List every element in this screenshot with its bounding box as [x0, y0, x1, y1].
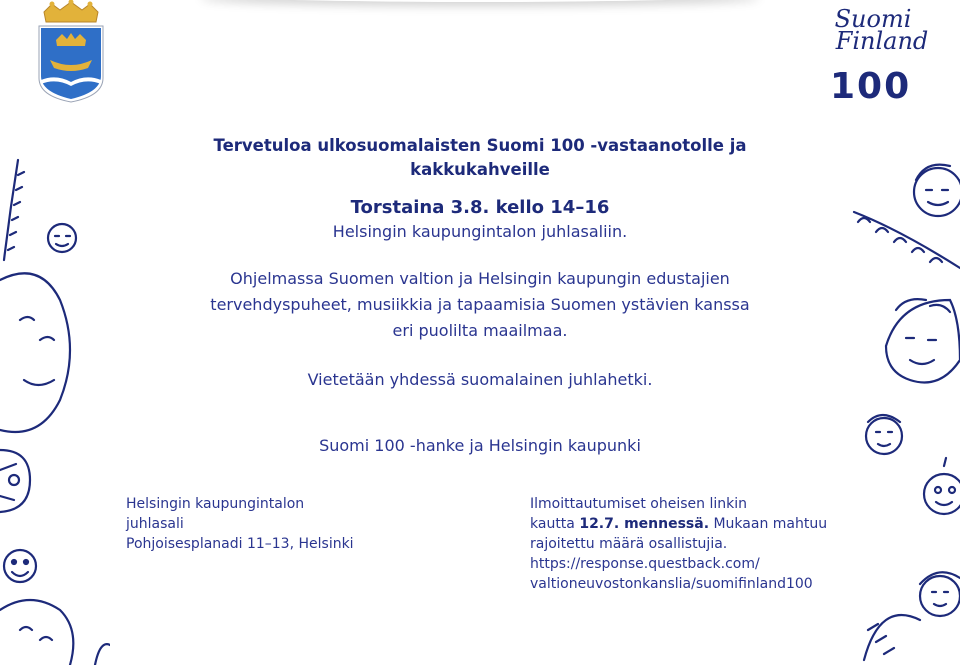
program-description: [180, 266, 780, 344]
registration-text: kautta: [530, 516, 580, 532]
registration-block: [530, 494, 850, 594]
invitation-body: [180, 134, 780, 458]
logo-line-suomi: Suomi: [834, 5, 912, 33]
right-doodles-icon: [840, 160, 960, 665]
address-line: juhlasali: [126, 516, 184, 532]
helsinki-coat-of-arms-icon: [36, 0, 106, 104]
invitation-title: Tervetuloa ulkosuomalaisten Suomi 100 -vastaanotolle ja kakkukahveille: [213, 136, 747, 179]
logo-number: 100: [830, 66, 912, 107]
top-shadow: [200, 0, 760, 2]
program-line: tervehdyspuheet, musiikkia ja tapaamisia Suomen ystävien kanssa: [210, 295, 750, 314]
event-venue: Helsingin kaupungintalon juhlasaliin.: [332, 222, 628, 241]
registration-deadline: 12.7. mennessä.: [579, 516, 710, 532]
registration-line: Ilmoittautumiset oheisen linkin: [530, 496, 747, 512]
registration-line: rajoitettu määrä osallistujia.: [530, 536, 728, 552]
left-doodles-icon: [0, 150, 110, 665]
address-block: [126, 494, 406, 554]
registration-link[interactable]: https://response.questback.com/: [530, 556, 760, 572]
program-line: eri puolilta maailmaa.: [392, 321, 568, 340]
logo-line-finland: Finland: [835, 27, 929, 55]
suomi-finland-100-logo: [808, 5, 938, 107]
address-line: Helsingin kaupungintalon: [126, 496, 305, 512]
address-line: Pohjoisesplanadi 11–13, Helsinki: [126, 536, 354, 552]
program-line: Ohjelmassa Suomen valtion ja Helsingin kaupungin edustajien: [230, 269, 730, 288]
event-datetime: Torstaina 3.8. kello 14–16: [350, 197, 610, 218]
registration-line: [530, 514, 850, 534]
organizers-line: Suomi 100 -hanke ja Helsingin kaupunki: [319, 436, 641, 455]
registration-text: Mukaan mahtuu: [709, 516, 828, 532]
registration-link[interactable]: valtioneuvostonkanslia/suomifinland100: [530, 576, 813, 592]
celebration-line: Vietetään yhdessä suomalainen juhlahetki.: [307, 370, 653, 389]
